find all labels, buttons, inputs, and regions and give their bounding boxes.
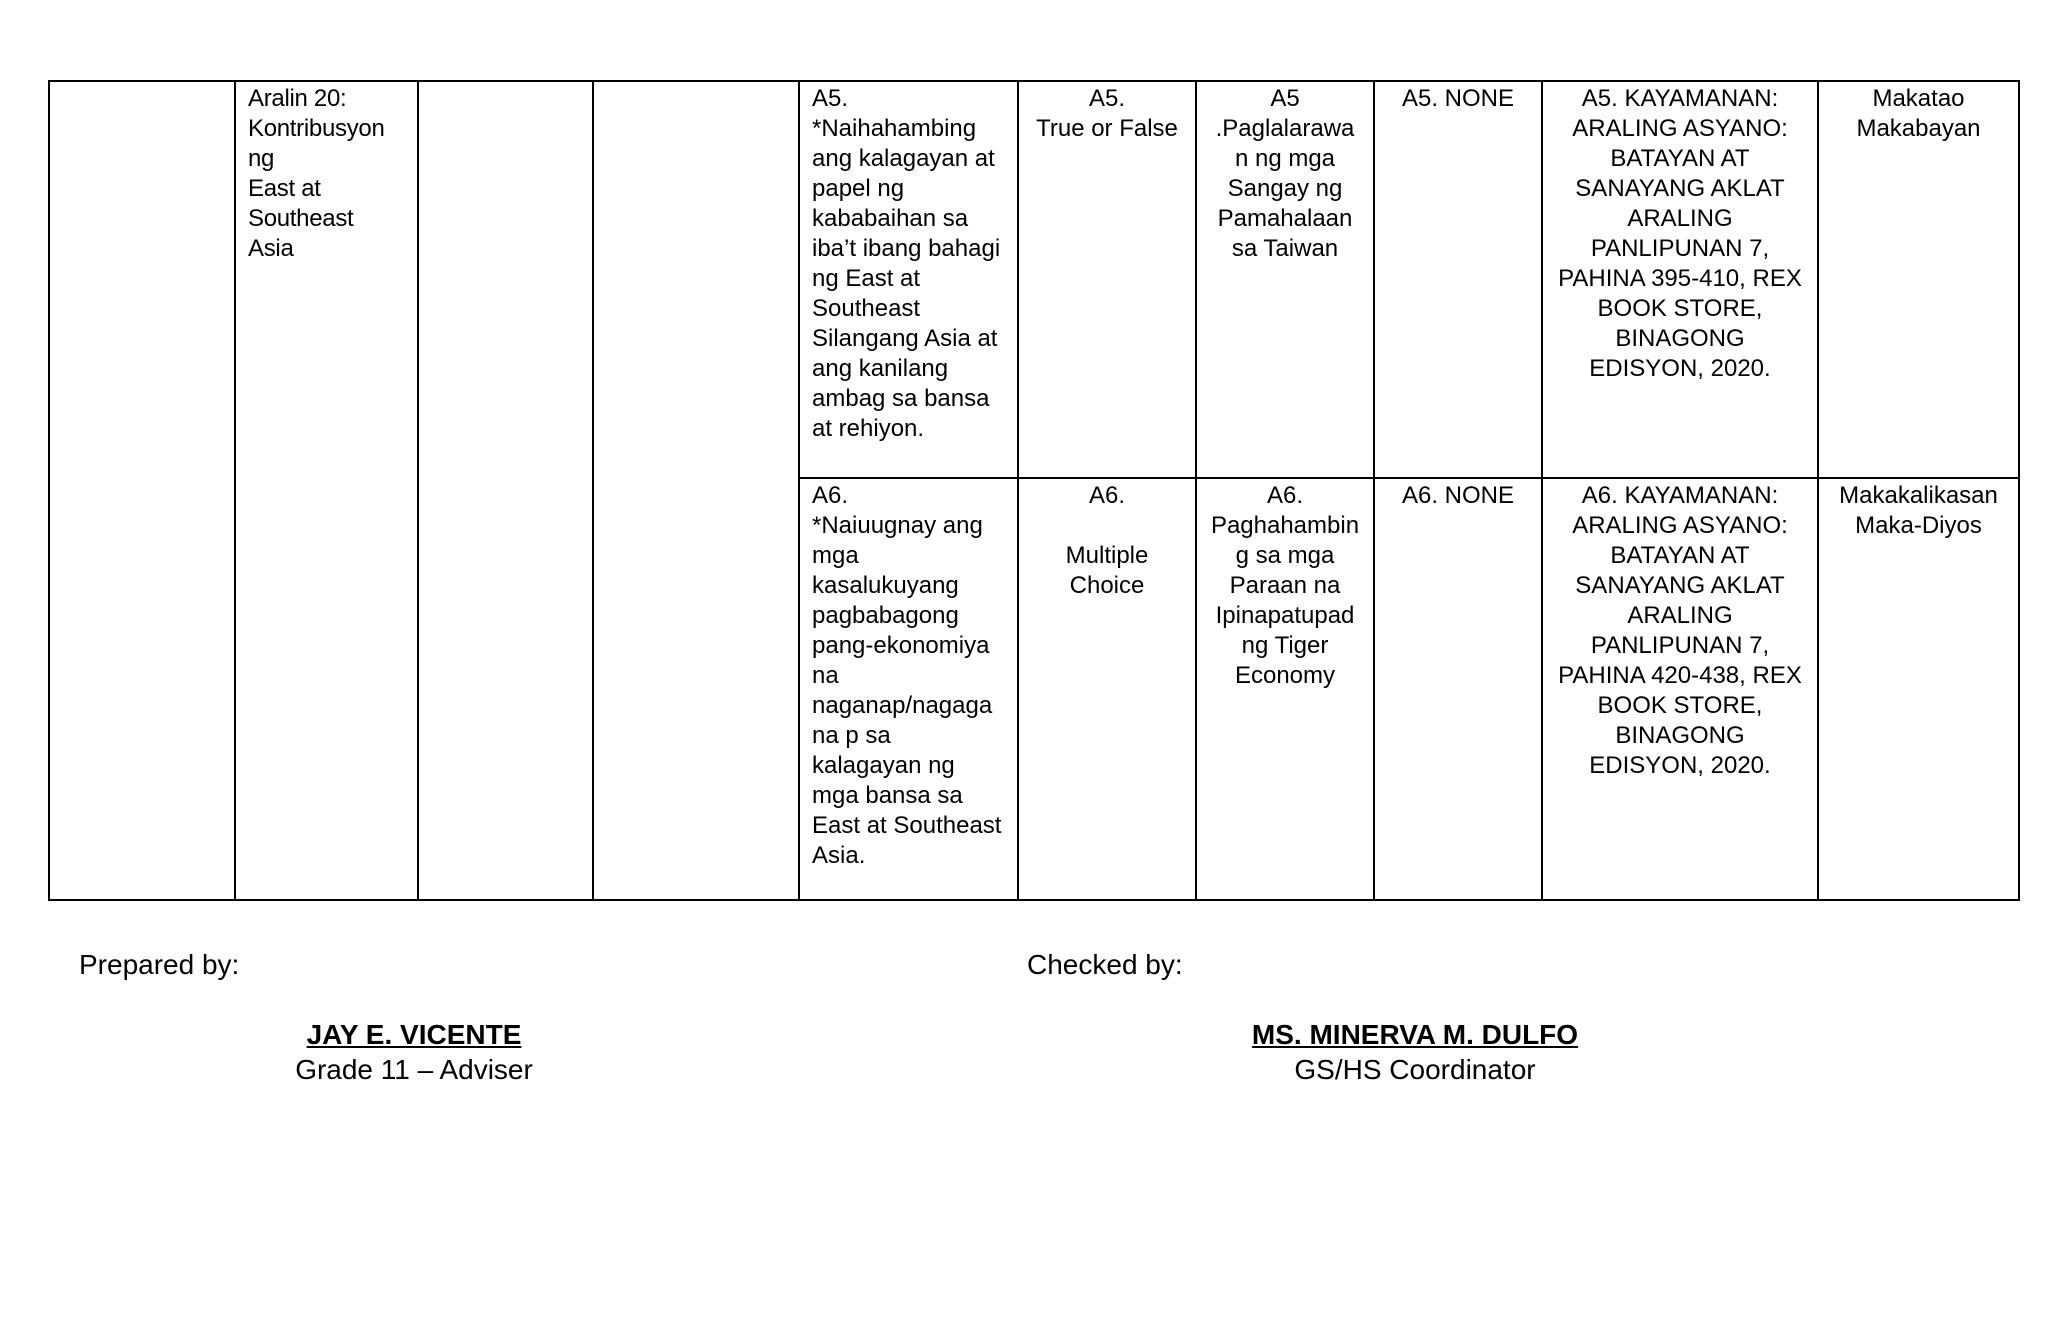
prepared-by-name: JAY E. VICENTE	[306, 1019, 522, 1050]
resources-cell: A5. KAYAMANAN: ARALING ASYANO: BATAYAN AT SANAYANG AKLAT ARALING PANLIPUNAN 7, PAHINA 395-410, REX BOOK STORE, BINAGONG EDISYON, 2020.	[1542, 81, 1818, 478]
checked-by-signature	[1235, 1018, 1595, 1088]
empty-cell	[593, 81, 799, 900]
remarks-cell: A6. NONE	[1374, 478, 1542, 900]
checked-by-label: Checked by:	[1027, 949, 1183, 980]
checked-by-name: MS. MINERVA M. DULFO	[1251, 1019, 1579, 1050]
values-cell: Makatao Makabayan	[1818, 81, 2019, 478]
resources-cell: A6. KAYAMANAN: ARALING ASYANO: BATAYAN AT SANAYANG AKLAT ARALING PANLIPUNAN 7, PAHINA 420-438, REX BOOK STORE, BINAGONG EDISYON, 2020.	[1542, 478, 1818, 900]
checked-by-title: GS/HS Coordinator	[1294, 1054, 1536, 1085]
table-row	[49, 81, 2019, 478]
topic-cell: Aralin 20: Kontribusyon ng East at Southeast Asia	[235, 81, 418, 900]
remarks-cell: A5. NONE	[1374, 81, 1542, 478]
competency-cell: A5. *Naihahambing ang kalagayan at papel ng kababaihan sa iba’t ibang bahagi ng East at Southeast Silangang Asia at ang kanilang ambag sa bansa at rehiyon.	[799, 81, 1018, 478]
competency-cell: A6. *Naiuugnay ang mga kasalukuyang pagbabagong pang-ekonomiya na naganap/nagagana p sa kalagayan ng mga bansa sa East at Southeast Asia.	[799, 478, 1018, 900]
empty-cell	[49, 81, 235, 900]
activity-cell: A6. Paghahambing sa mga Paraan na Ipinapatupad ng Tiger Economy	[1196, 478, 1374, 900]
prepared-by-title: Grade 11 – Adviser	[295, 1054, 533, 1085]
assessment-cell: A5. True or False	[1018, 81, 1196, 478]
assessment-cell: A6. Multiple Choice	[1018, 478, 1196, 900]
empty-cell	[418, 81, 593, 900]
prepared-by-label: Prepared by:	[79, 949, 240, 980]
values-cell: Makakalikasan Maka-Diyos	[1818, 478, 2019, 900]
prepared-by-signature	[254, 1018, 574, 1088]
lesson-plan-table	[48, 80, 2020, 901]
activity-cell: A5 .Paglalarawan ng mga Sangay ng Pamahalaan sa Taiwan	[1196, 81, 1374, 478]
